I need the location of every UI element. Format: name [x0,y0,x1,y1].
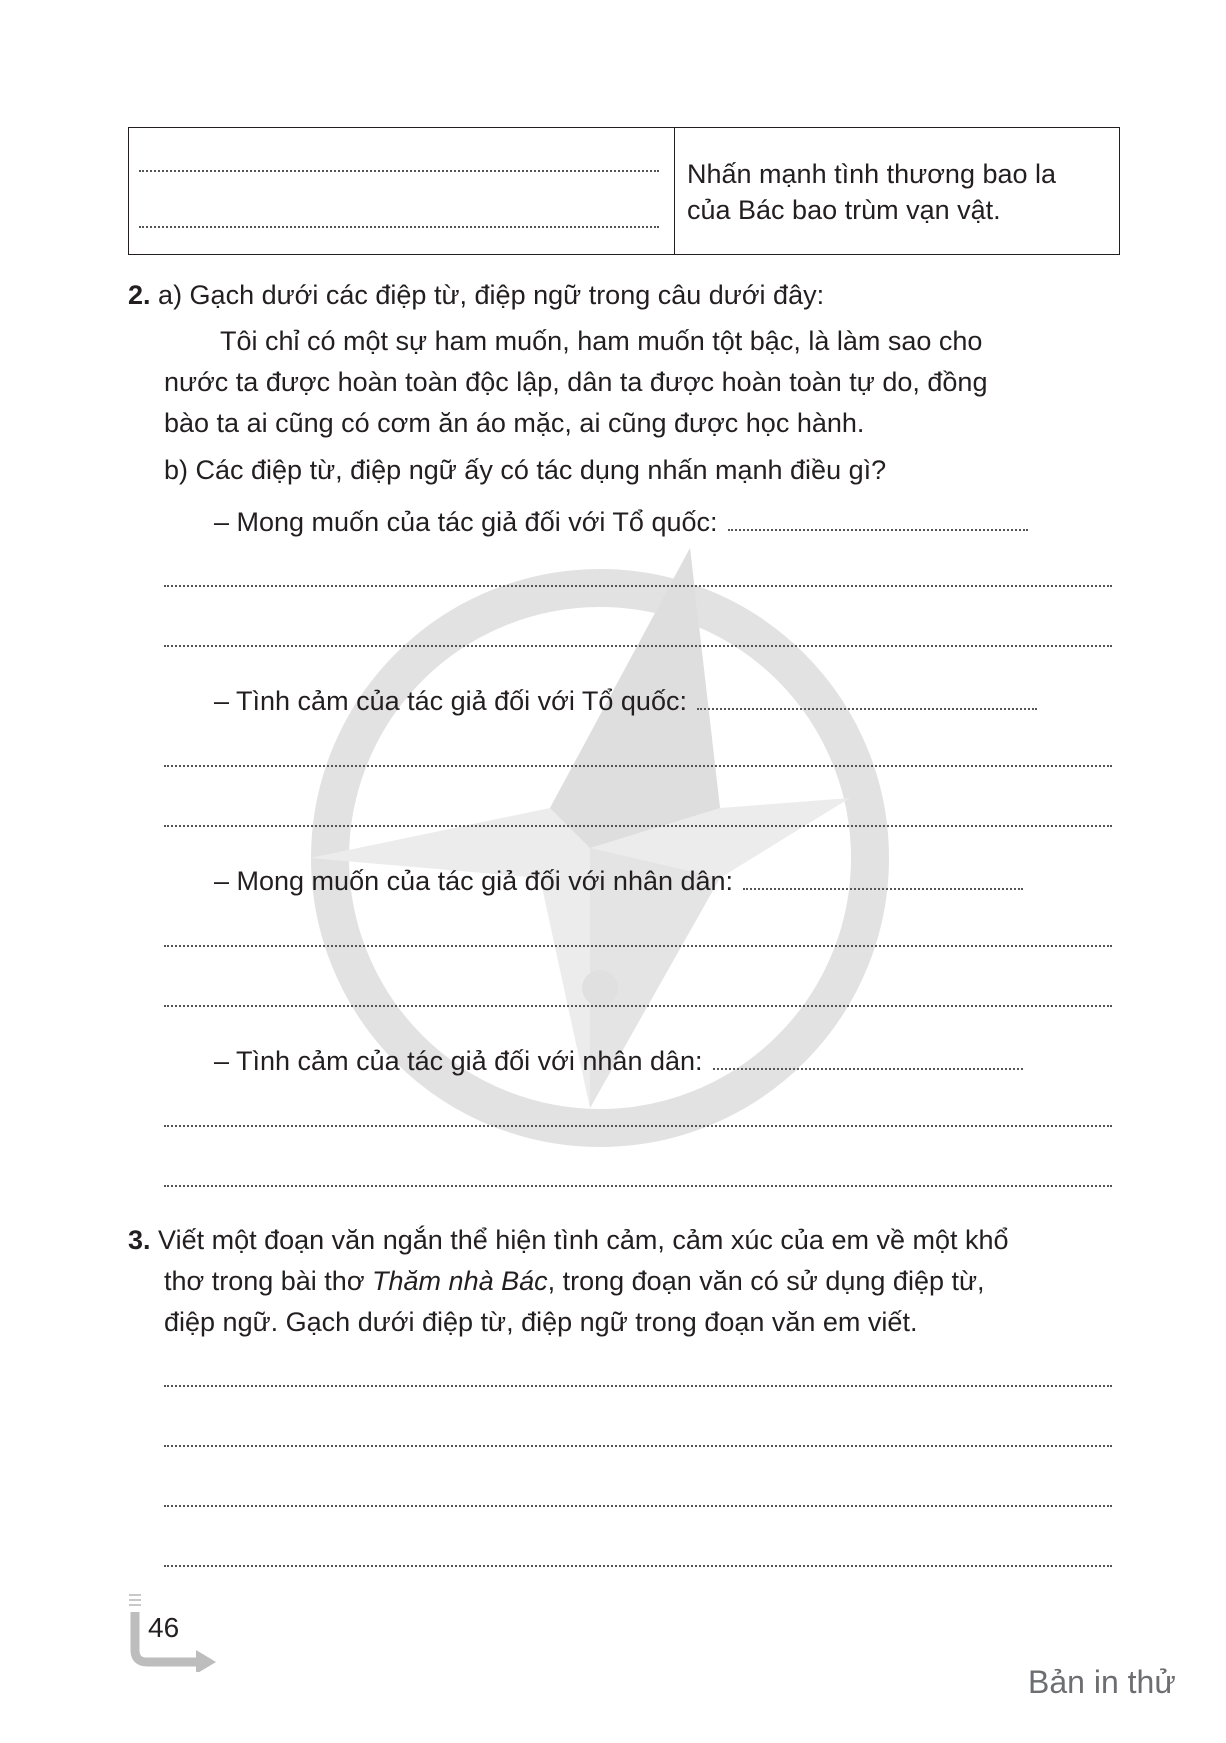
question-3-text: , trong đoạn văn có sử dụng điệp từ, [547,1266,985,1296]
prompt-label: – Tình cảm của tác giả đối với Tổ quốc: [214,686,687,716]
answer-line[interactable] [164,1185,1112,1187]
table-text-line: Nhấn mạnh tình thương bao la [687,159,1057,189]
table-text-line: của Bác bao trùm vạn vật. [687,195,1001,225]
answer-table [128,127,1120,255]
answer-line[interactable] [164,1505,1112,1507]
quote-line: Tôi chỉ có một sự ham muốn, ham muốn tột bậc, là làm sao cho [220,326,983,356]
question-number: 3. [128,1225,151,1255]
answer-line[interactable] [164,1565,1112,1567]
answer-line[interactable] [164,585,1112,587]
question-3-text: thơ trong bài thơ [164,1266,373,1296]
poem-title: Thăm nhà Bác [372,1266,548,1296]
part-a-text: a) Gạch dưới các điệp từ, điệp ngữ trong câu dưới đây: [158,280,825,310]
prompt-label: – Mong muốn của tác giả đối với nhân dân: [214,866,734,896]
answer-line[interactable] [139,226,659,228]
prompt-label: – Mong muốn của tác giả đối với Tổ quốc: [214,507,718,537]
question-3-line: điệp ngữ. Gạch dưới điệp từ, điệp ngữ trong đoạn văn em viết. [164,1307,918,1337]
answer-line[interactable] [164,1385,1112,1387]
answer-line[interactable] [164,765,1112,767]
answer-line[interactable] [728,529,1028,531]
answer-line[interactable] [697,708,1037,710]
answer-line[interactable] [164,945,1112,947]
prompt-feeling-people [214,1041,1023,1081]
answer-line[interactable] [164,825,1112,827]
table-right-cell [675,128,1119,254]
question-2-part-a [128,275,824,315]
table-left-cell [129,128,675,254]
answer-line[interactable] [164,1005,1112,1007]
prompt-wish-people [214,861,1023,901]
page-number: 46 [148,1612,180,1643]
answer-line[interactable] [164,1445,1112,1447]
prompt-label: – Tình cảm của tác giả đối với nhân dân: [214,1046,703,1076]
question-number: 2. [128,280,151,310]
draft-label: Bản in thử [1028,1664,1176,1700]
answer-line[interactable] [139,170,659,172]
answer-line[interactable] [713,1068,1023,1070]
prompt-feeling-country [214,681,1037,721]
answer-line[interactable] [164,645,1112,647]
prompt-wish-country [214,502,1028,542]
question-3-line [164,1261,985,1301]
answer-line[interactable] [164,1125,1112,1127]
answer-line[interactable] [743,888,1023,890]
part-b-text: b) Các điệp từ, điệp ngữ ấy có tác dụng nhấn mạnh điều gì? [164,455,887,485]
question-3-text: Viết một đoạn văn ngắn thể hiện tình cảm, cảm xúc của em về một khổ [158,1225,1009,1255]
question-3-line [128,1220,1009,1260]
quote-line: bào ta ai cũng có cơm ăn áo mặc, ai cũng được học hành. [164,408,865,438]
quote-line: nước ta được hoàn toàn độc lập, dân ta được hoàn toàn tự do, đồng [164,367,988,397]
